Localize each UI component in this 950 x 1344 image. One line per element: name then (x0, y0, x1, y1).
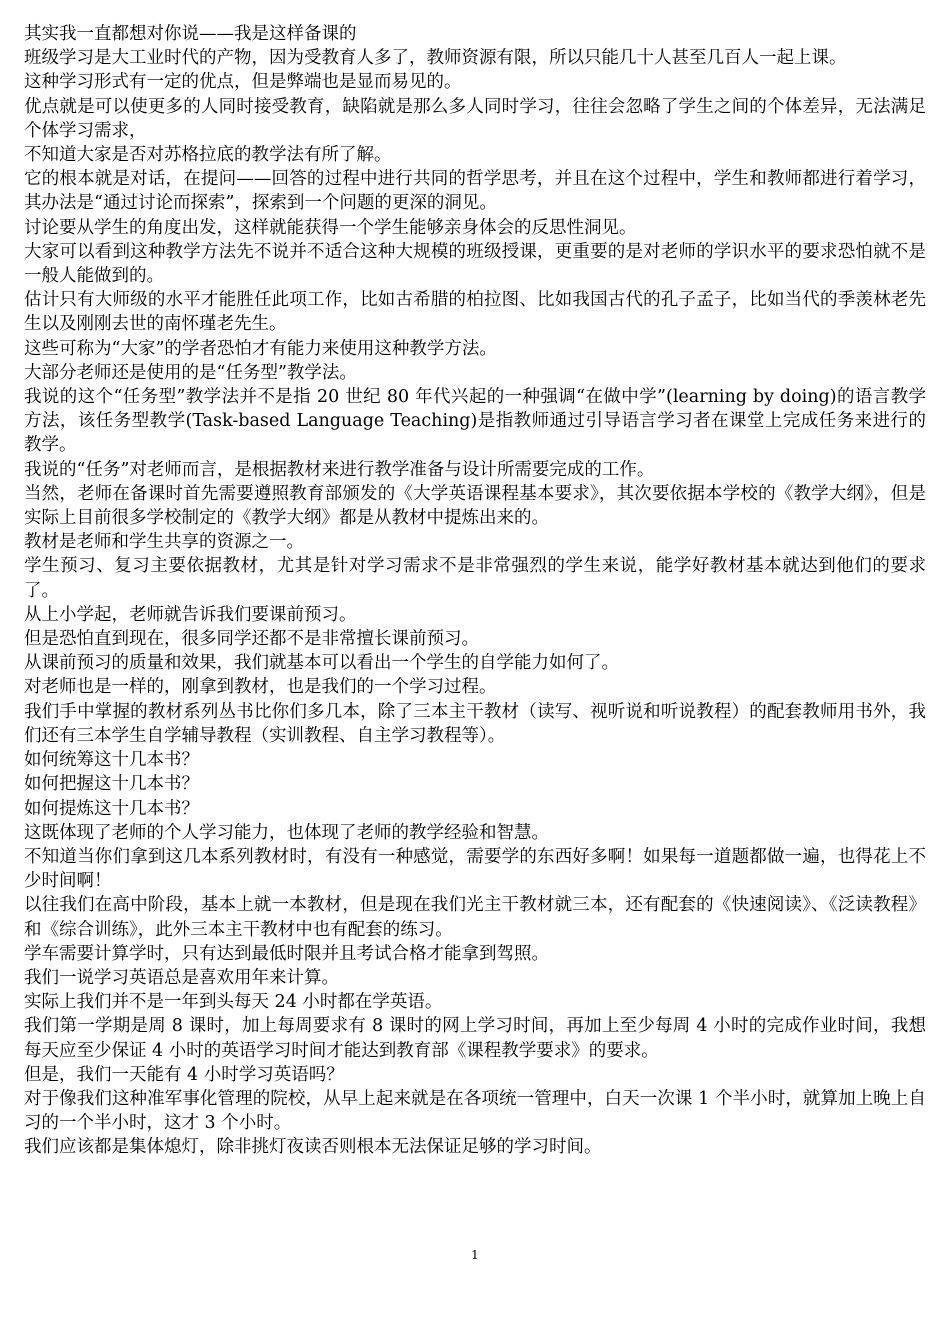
paragraph: 学车需要计算学时，只有达到最低时限并且考试合格才能拿到驾照。 (24, 943, 549, 964)
paragraph: 优点就是可以使更多的人同时接受教育，缺陷就是那么多人同时学习，往往会忽略了学生之间的个体差异，无法满足个体学习需求， (24, 96, 926, 141)
paragraph: 如何提炼这十几本书？ (24, 798, 199, 819)
paragraph: 讨论要从学生的角度出发，这样就能获得一个学生能够亲身体会的反思性洞见。 (24, 217, 637, 238)
document-title: 其实我一直都想对你说——我是这样备课的 (24, 24, 357, 44)
paragraph: 不知道当你们拿到这几本系列教材时，有没有一种感觉，需要学的东西好多啊！如果每一道题都做一遍，也得花上不少时间啊！ (24, 846, 926, 892)
paragraph: 对于像我们这种准军事化管理的院校，从早上起来就是在各项统一管理中，白天一次课 1 个半小时，就算加上晚上自习的一个半小时，这才 3 个小时。 (24, 1088, 926, 1134)
paragraph: 教材是老师和学生共享的资源之一。 (24, 532, 304, 553)
paragraph: 大家可以看到这种教学方法先不说并不适合这种大规模的班级授课，更重要的是对老师的学识水平的要求恐怕就不是一般人能做到的。 (24, 241, 926, 287)
paragraph: 估计只有大师级的水平才能胜任此项工作，比如古希腊的柏拉图、比如我国古代的孔子孟子，比如当代的季羡林老先生以及刚刚去世的南怀瑾老先生。 (24, 290, 926, 335)
paragraph: 对老师也是一样的，刚拿到教材，也是我们的一个学习过程。 (24, 677, 497, 698)
paragraph: 大部分老师还是使用的是“任务型”教学法。 (24, 362, 357, 383)
paragraph: 如何把握这十几本书？ (24, 774, 199, 795)
paragraph: 不知道大家是否对苏格拉底的教学法有所了解。 (24, 145, 392, 166)
paragraph: 但是，我们一天能有 4 小时学习英语吗？ (24, 1064, 344, 1085)
paragraph: 班级学习是大工业时代的产物，因为受教育人多了，教师资源有限，所以只能几十人甚至几百人一起上课。 (24, 48, 847, 69)
paragraph: 它的根本就是对话，在提问——回答的过程中进行共同的哲学思考，并且在这个过程中，学生和教师都进行着学习，其办法是“通过讨论而探索”，探索到一个问题的更深的洞见。 (24, 169, 926, 214)
paragraph: 我们手中掌握的教材系列丛书比你们多几本，除了三本主干教材（读写、视听说和听说教程）的配套教师用书外，我们还有三本学生自学辅导教程（实训教程、自主学习教程等）。 (24, 701, 926, 746)
paragraph: 我们应该都是集体熄灯，除非挑灯夜读否则根本无法保证足够的学习时间。 (24, 1137, 602, 1158)
paragraph: 如何统筹这十几本书？ (24, 750, 199, 771)
paragraph: 学生预习、复习主要依据教材，尤其是针对学习需求不是非常强烈的学生来说，能学好教材基本就达到他们的要求了。 (24, 556, 926, 601)
paragraph: 从课前预习的质量和效果，我们就基本可以看出一个学生的自学能力如何了。 (24, 653, 619, 674)
paragraph: 我说的“任务”对老师而言，是根据教材来进行教学准备与设计所需要完成的工作。 (24, 459, 655, 480)
paragraph: 这既体现了老师的个人学习能力，也体现了老师的教学经验和智慧。 (24, 822, 549, 843)
paragraph: 实际上我们并不是一年到头每天 24 小时都在学英语。 (24, 992, 443, 1013)
paragraph: 我们第一学期是周 8 课时，加上每周要求有 8 课时的网上学习时间，再加上至少每周 4 小时的完成作业时间，我想每天应至少保证 4 小时的英语学习时间才能达到教育部《课程教学要求》的要求。 (24, 1016, 926, 1061)
page-number: 1 (471, 1248, 479, 1262)
paragraph: 以往我们在高中阶段，基本上就一本教材，但是现在我们光主干教材就三本，还有配套的《快速阅读》、《泛读教程》和《综合训练》，此外三本主干教材中也有配套的练习。 (24, 895, 926, 940)
paragraph: 从上小学起，老师就告诉我们要课前预习。 (24, 604, 357, 625)
paragraph: 这些可称为“大家”的学者恐怕才有能力来使用这种教学方法。 (24, 338, 497, 359)
paragraph: 我们一说学习英语总是喜欢用年来计算。 (24, 967, 339, 988)
paragraph: 我说的这个“任务型”教学法并不是指 20 世纪 80 年代兴起的一种强调“在做中学”(learning by doing)的语言教学方法，该任务型教学(Task-based Language Teaching)是指教师通过引导语言学习者在课堂上完成任务来进行的教学。 (24, 387, 926, 456)
document-body (24, 22, 926, 1160)
paragraph: 但是恐怕直到现在，很多同学还都不是非常擅长课前预习。 (24, 629, 479, 650)
paragraph: 当然，老师在备课时首先需要遵照教育部颁发的《大学英语课程基本要求》，其次要依据本学校的《教学大纲》，但是实际上目前很多学校制定的《教学大纲》都是从教材中提炼出来的。 (24, 483, 926, 529)
paragraph: 这种学习形式有一定的优点，但是弊端也是显而易见的。 (24, 72, 462, 93)
